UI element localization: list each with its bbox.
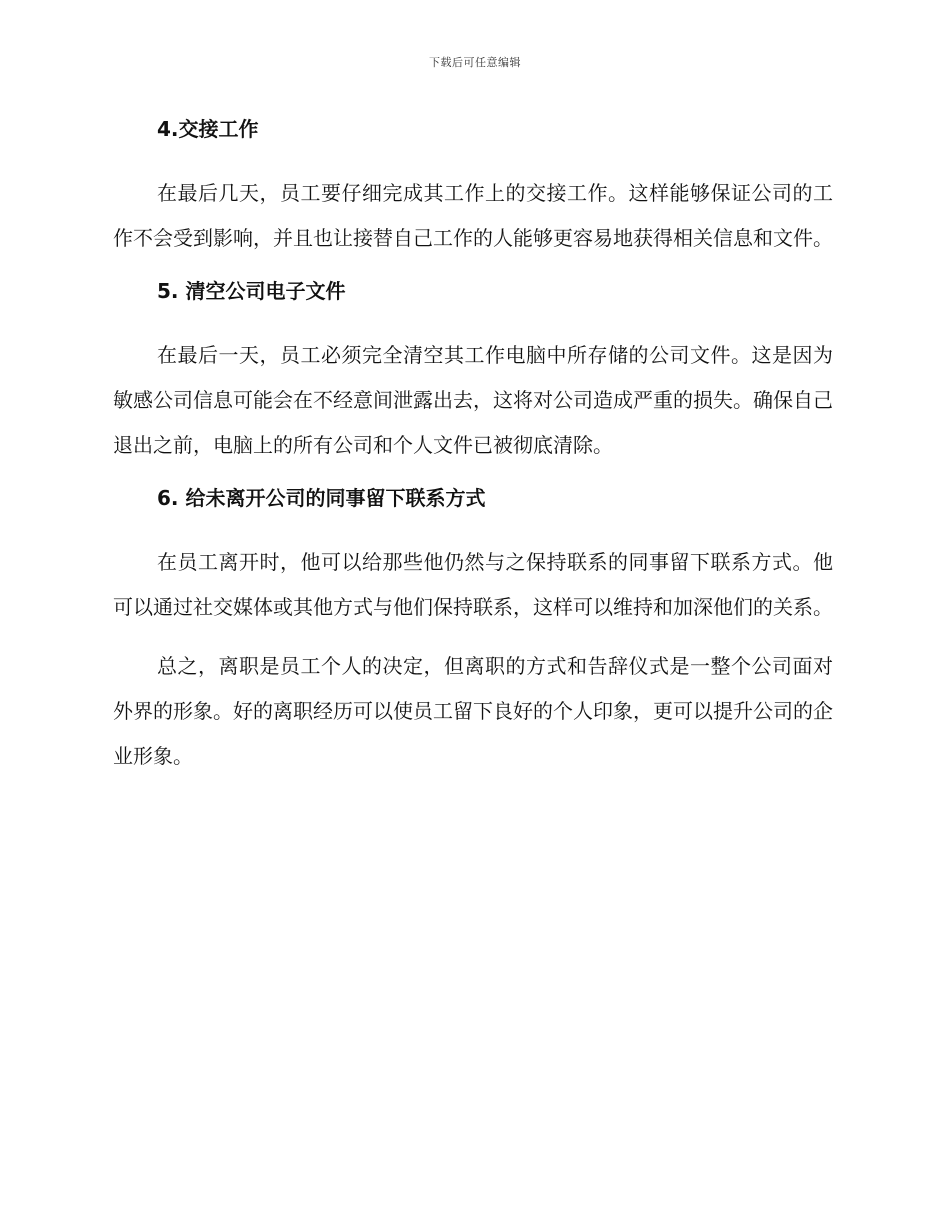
section-paragraph-leave-contacts: 在员工离开时，他可以给那些他仍然与之保持联系的同事留下联系方式。他可以通过社交媒体或其他方式与他们保持联系，这样可以维持和加深他们的关系。 [113, 550, 833, 619]
section-heading-clear-files: 5. 清空公司电子文件 [157, 279, 346, 303]
section-heading-leave-contacts: 6. 给未离开公司的同事留下联系方式 [157, 486, 486, 510]
section-heading-handover: 4.交接工作 [157, 117, 259, 141]
section-paragraph-handover: 在最后几天，员工要仔细完成其工作上的交接工作。这样能够保证公司的工作不会受到影响，并且也让接替自己工作的人能够更容易地获得相关信息和文件。 [113, 181, 833, 250]
section-paragraph-clear-files: 在最后一天，员工必须完全清空其工作电脑中所存储的公司文件。这是因为敏感公司信息可能会在不经意间泄露出去，这将对公司造成严重的损失。确保自己退出之前，电脑上的所有公司和个人文件已被彻底清除。 [113, 343, 833, 457]
conclusion-paragraph: 总之，离职是员工个人的决定，但离职的方式和告辞仪式是一整个公司面对外界的形象。好的离职经历可以使员工留下良好的个人印象，更可以提升公司的企业形象。 [113, 654, 833, 768]
document-body [113, 113, 833, 779]
header-note: 下载后可任意编辑 [429, 56, 521, 69]
